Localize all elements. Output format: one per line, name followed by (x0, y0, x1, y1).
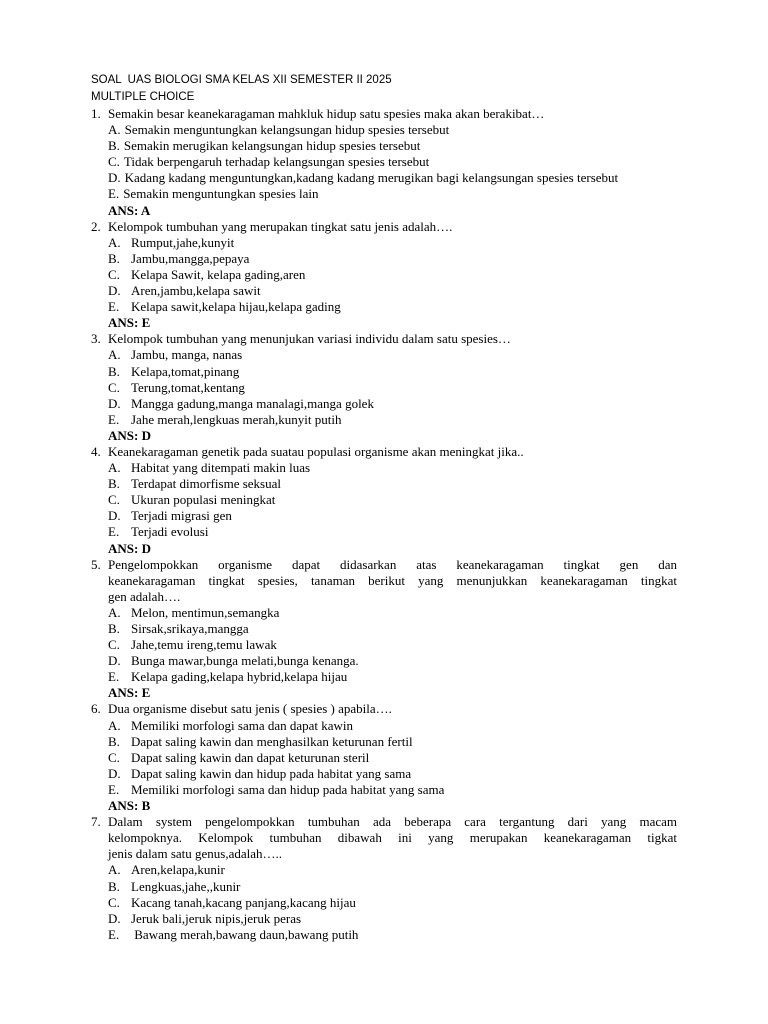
answer-key: ANS: E (108, 685, 151, 701)
option-d (108, 170, 677, 186)
option-b (108, 251, 677, 267)
option-list (108, 460, 677, 540)
option-text: Semakin menguntungkan kelangsungan hidup spesies tersebut (124, 122, 450, 138)
question-stem-line: gen adalah…. (108, 588, 181, 604)
option-letter: B. (108, 878, 120, 894)
question-number: 2. (91, 218, 101, 234)
option-letter: B. (108, 363, 120, 379)
option-c (108, 267, 677, 283)
option-text: Terdapat dimorfisme seksual (131, 476, 281, 492)
option-text: Kadang kadang menguntungkan,kadang kadang merugikan bagi kelangsungan spesies tersebut (124, 170, 619, 186)
question-stem: Semakin besar keanekaragaman mahkluk hidup satu spesies maka akan berakibat… (108, 106, 545, 121)
option-d (108, 653, 677, 669)
question-stem-line: Dalam system pengelompokkan tumbuhan ada beberapa cara tergantung dari yang macam (108, 814, 677, 830)
option-text: Semakin merugikan kelangsungan hidup spesies tersebut (123, 138, 421, 154)
option-a (108, 862, 677, 878)
option-text: Tidak berpengaruh terhadap kelangsungan spesies tersebut (123, 154, 430, 170)
question-stem: Keanekaragaman genetik pada suatau populasi organisme akan meningkat jika.. (108, 443, 524, 459)
question-number: 3. (91, 331, 101, 347)
option-e (108, 412, 677, 428)
option-c (108, 750, 677, 766)
option-letter: E. (108, 781, 120, 797)
question-number: 5. (91, 556, 101, 572)
option-text: Memiliki morfologi sama dan hidup pada habitat yang sama (131, 781, 445, 797)
option-text: Sirsak,srikaya,mangga (131, 621, 249, 636)
question-stem: Kelompok tumbuhan yang menunjukan variasi individu dalam satu spesies… (108, 331, 511, 347)
option-text: Dapat saling kawin dan hidup pada habitat yang sama (131, 765, 412, 781)
option-a (108, 605, 677, 621)
option-text: Melon, mentimun,semangka (131, 604, 280, 620)
option-c (108, 154, 677, 170)
question-stem-line: jenis dalam satu genus,adalah….. (108, 846, 283, 862)
option-letter: B. (108, 733, 120, 749)
option-text: Kelapa Sawit, kelapa gading,aren (131, 266, 306, 282)
option-e (108, 669, 677, 685)
option-letter: E. (108, 669, 120, 685)
option-letter: A. (108, 347, 121, 363)
question-5 (91, 557, 677, 702)
option-letter: A. (108, 604, 121, 620)
option-list (108, 347, 677, 427)
option-letter: D. (108, 508, 121, 524)
option-list (108, 862, 677, 942)
option-text: Jahe,temu ireng,temu lawak (131, 637, 277, 653)
option-a (108, 235, 677, 251)
question-number: 4. (91, 443, 101, 459)
answer-key: ANS: A (108, 202, 151, 218)
option-a (108, 347, 677, 363)
option-text: Jeruk bali,jeruk nipis,jeruk peras (131, 910, 302, 926)
option-list (108, 605, 677, 685)
option-b (108, 138, 677, 154)
option-letter: D. (108, 283, 121, 299)
option-b (108, 621, 677, 637)
option-text: Terjadi migrasi gen (131, 508, 232, 524)
option-text: Bunga mawar,bunga melati,bunga kenanga. (131, 653, 359, 669)
option-c (108, 895, 677, 911)
option-d (108, 396, 677, 412)
option-letter: E. (108, 524, 120, 540)
question-stem-line: kelompoknya. Kelompok tumbuhan dibawah ini yang merupakan keanekaragaman tigkat (108, 830, 677, 846)
option-text: Dapat saling kawin dan dapat keturunan steril (131, 749, 370, 765)
option-text: Kelapa sawit,kelapa hijau,kelapa gading (131, 299, 341, 315)
option-letter: E. (108, 186, 120, 202)
option-text: Terjadi evolusi (131, 524, 209, 540)
exam-title: SOAL UAS BIOLOGI SMA KELAS XII SEMESTER II 2025 (91, 74, 392, 86)
option-text: Terung,tomat,kentang (131, 379, 245, 395)
option-list (108, 235, 677, 315)
answer-key: ANS: D (108, 540, 151, 556)
question-3 (91, 331, 677, 444)
question-stem: Kelompok tumbuhan yang merupakan tingkat satu jenis adalah…. (108, 218, 453, 234)
option-letter: A. (108, 460, 121, 476)
option-letter: C. (108, 637, 120, 653)
option-text: Rumput,jahe,kunyit (131, 234, 235, 250)
option-letter: B. (108, 621, 120, 636)
exam-header (91, 72, 392, 106)
option-letter: C. (108, 749, 120, 765)
option-letter: C. (108, 379, 120, 395)
answer-key: ANS: D (108, 427, 151, 443)
option-e (108, 299, 677, 315)
option-e (108, 186, 677, 202)
section-label: MULTIPLE CHOICE (91, 91, 195, 103)
option-letter: B. (108, 138, 120, 154)
option-letter: D. (108, 170, 121, 186)
option-letter: C. (108, 894, 120, 910)
option-text: Mangga gadung,manga manalagi,manga golek (131, 395, 374, 411)
option-d (108, 283, 677, 299)
option-list (108, 718, 677, 798)
option-letter: E. (108, 926, 120, 942)
option-b (108, 879, 677, 895)
option-letter: A. (108, 122, 121, 138)
option-text: Aren,jambu,kelapa sawit (131, 283, 261, 299)
option-text: Aren,kelapa,kunir (131, 862, 225, 878)
question-4 (91, 444, 677, 557)
option-e (108, 927, 677, 943)
option-e (108, 782, 677, 798)
option-text: Habitat yang ditempati makin luas (131, 460, 311, 476)
question-list (91, 106, 677, 943)
option-b (108, 476, 677, 492)
option-d (108, 508, 677, 524)
option-letter: C. (108, 154, 120, 170)
option-a (108, 122, 677, 138)
option-c (108, 492, 677, 508)
question-2 (91, 219, 677, 332)
option-e (108, 524, 677, 540)
option-letter: D. (108, 653, 121, 669)
option-letter: A. (108, 234, 121, 250)
option-letter: E. (108, 411, 120, 427)
option-list (108, 122, 677, 202)
option-b (108, 734, 677, 750)
option-text: Kacang tanah,kacang panjang,kacang hijau (131, 894, 356, 910)
option-c (108, 637, 677, 653)
option-text: Kelapa gading,kelapa hybrid,kelapa hijau (131, 669, 348, 685)
question-7 (91, 814, 677, 943)
answer-key: ANS: E (108, 315, 151, 331)
question-stem: Dua organisme disebut satu jenis ( spesies ) apabila…. (108, 701, 392, 717)
option-letter: D. (108, 765, 121, 781)
option-letter: A. (108, 862, 121, 878)
option-text: Semakin menguntungkan spesies lain (123, 186, 319, 202)
option-b (108, 364, 677, 380)
option-c (108, 380, 677, 396)
option-text: Jambu,mangga,pepaya (131, 250, 250, 266)
option-letter: D. (108, 910, 121, 926)
option-letter: E. (108, 299, 120, 315)
question-number: 1. (91, 106, 101, 121)
option-text: Memiliki morfologi sama dan dapat kawin (131, 717, 354, 733)
option-letter: D. (108, 395, 121, 411)
option-text: Jahe merah,lengkuas merah,kunyit putih (131, 411, 342, 427)
option-letter: B. (108, 250, 120, 266)
option-text: Lengkuas,jahe,,kunir (131, 878, 241, 894)
option-text: Bawang merah,bawang daun,bawang putih (131, 926, 359, 942)
option-text: Dapat saling kawin dan menghasilkan keturunan fertil (131, 733, 413, 749)
option-a (108, 718, 677, 734)
question-1 (91, 106, 677, 219)
question-6 (91, 701, 677, 814)
question-stem-line: Pengelompokkan organisme dapat didasarkan atas keanekaragaman tingkat gen dan (108, 556, 677, 572)
question-number: 6. (91, 701, 101, 717)
question-stem-line: keanekaragaman tingkat spesies, tanaman berikut yang menunjukkan keanekaragaman tingkat (108, 572, 677, 588)
option-text: Jambu, manga, nanas (131, 347, 243, 363)
question-stem (108, 557, 677, 605)
question-stem (108, 814, 677, 862)
option-text: Kelapa,tomat,pinang (131, 363, 240, 379)
option-letter: C. (108, 492, 120, 508)
option-a (108, 460, 677, 476)
option-letter: C. (108, 266, 120, 282)
option-text: Ukuran populasi meningkat (131, 492, 276, 508)
option-d (108, 766, 677, 782)
option-letter: A. (108, 717, 121, 733)
option-letter: B. (108, 476, 120, 492)
answer-key: ANS: B (108, 798, 151, 814)
question-number: 7. (91, 814, 101, 830)
option-d (108, 911, 677, 927)
